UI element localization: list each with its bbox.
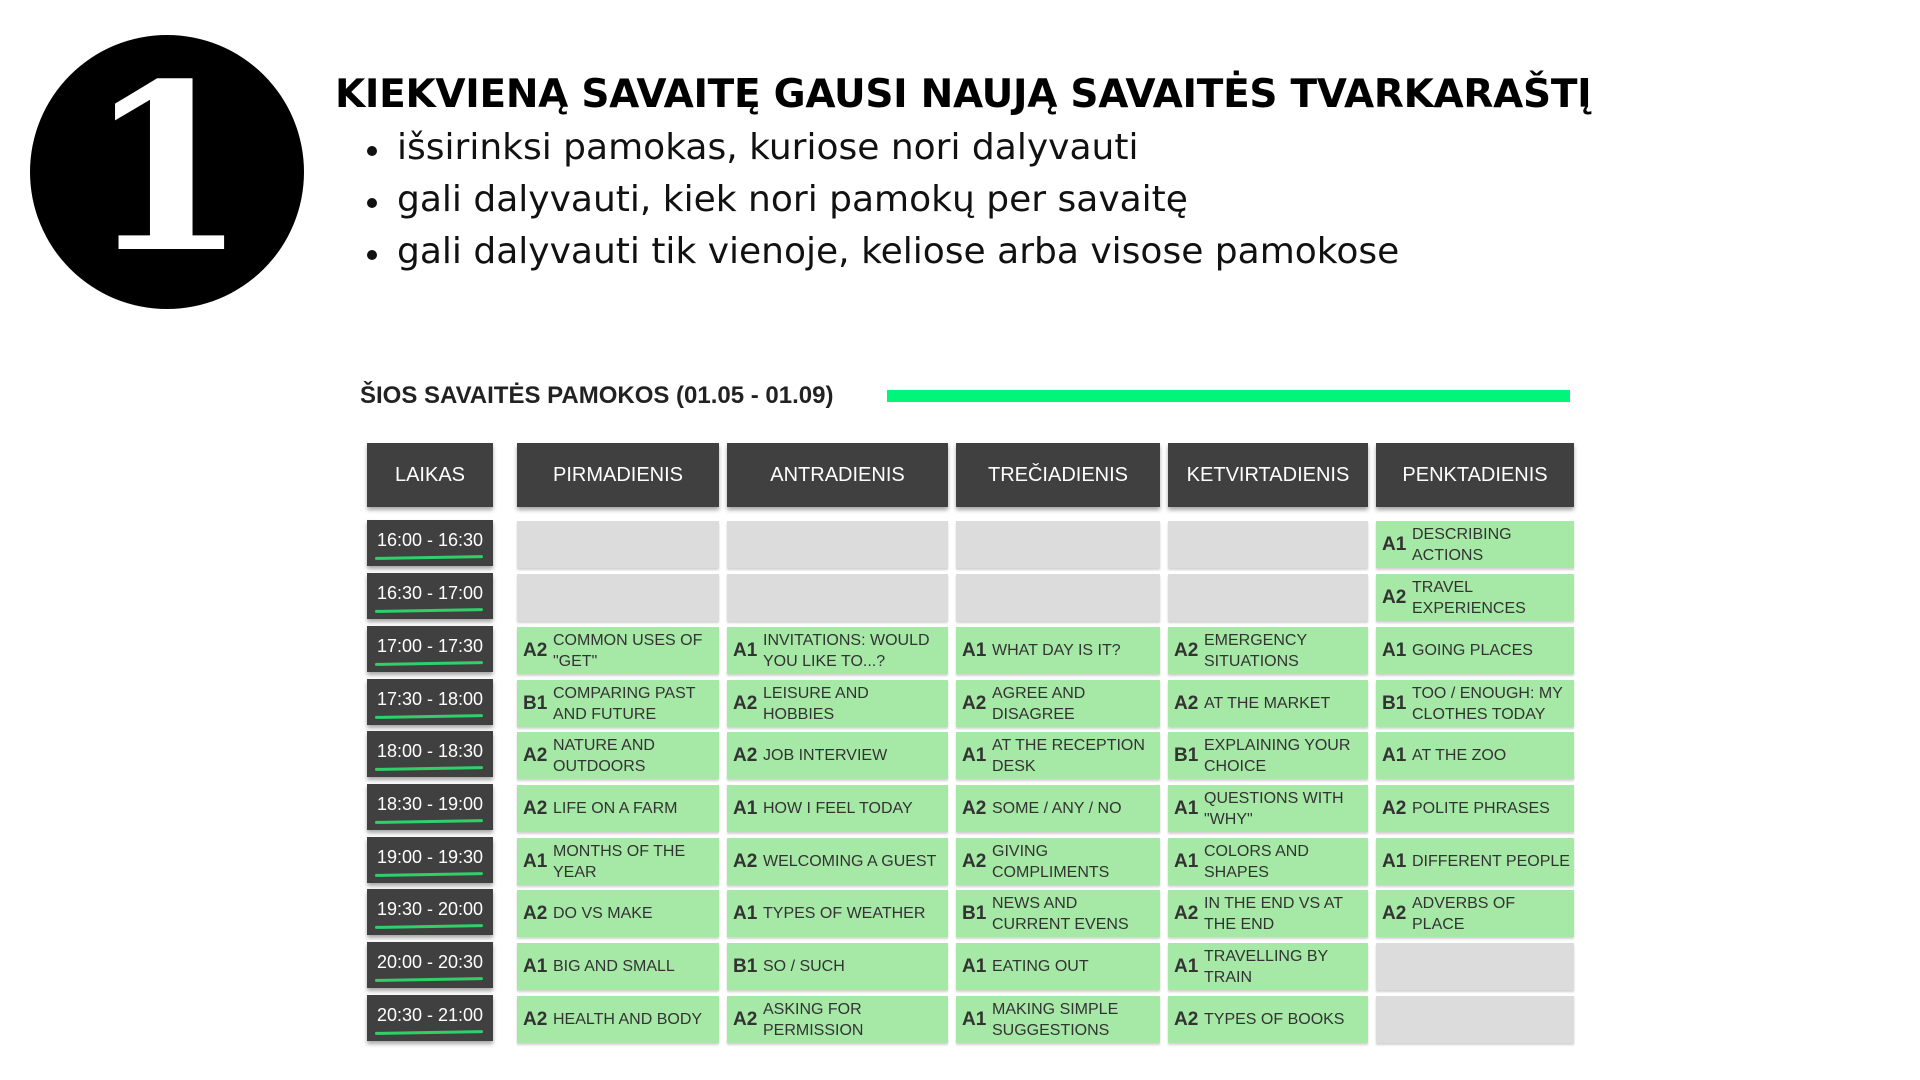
lesson-cell[interactable] xyxy=(1168,943,1368,990)
time-slot-underline xyxy=(375,977,483,982)
time-slot-label: 17:30 - 18:00 xyxy=(376,688,484,709)
lesson-title: LIFE ON A FARM xyxy=(553,800,678,817)
lesson-title: TOO / ENOUGH: MY CLOTHES TODAY xyxy=(1412,684,1563,723)
empty-slot xyxy=(727,521,948,568)
lesson-cell[interactable] xyxy=(956,838,1160,885)
lesson-level: A2 xyxy=(1382,797,1407,819)
lesson-title: WELCOMING A GUEST xyxy=(763,853,937,870)
lesson-title: COLORS AND SHAPES xyxy=(1204,842,1309,881)
benefit-item: išsirinksi pamokas, kuriose nori dalyvauti xyxy=(365,126,1399,178)
lesson-title: INVITATIONS: WOULD YOU LIKE TO...? xyxy=(763,631,930,670)
time-slot xyxy=(367,995,493,1041)
lesson-level: A2 xyxy=(962,692,987,714)
empty-slot xyxy=(727,574,948,621)
lesson-cell[interactable] xyxy=(956,732,1160,779)
lesson-level: A1 xyxy=(1382,744,1407,766)
lesson-level: A1 xyxy=(1382,850,1407,872)
lesson-title: SOME / ANY / NO xyxy=(992,800,1122,817)
lesson-level: A1 xyxy=(962,955,987,977)
lesson-title: TRAVEL EXPERIENCES xyxy=(1412,578,1526,617)
lesson-cell[interactable] xyxy=(1376,627,1574,674)
lesson-cell[interactable] xyxy=(1376,574,1574,621)
lesson-cell[interactable] xyxy=(517,680,719,727)
time-slot xyxy=(367,784,493,830)
day-header: PIRMADIENIS xyxy=(517,443,719,507)
lesson-cell[interactable] xyxy=(1376,890,1574,937)
lesson-level: B1 xyxy=(1174,744,1199,766)
time-slot-label: 16:30 - 17:00 xyxy=(376,582,484,603)
lesson-cell[interactable] xyxy=(727,890,948,937)
lesson-title: EATING OUT xyxy=(992,958,1089,975)
lesson-cell[interactable] xyxy=(517,890,719,937)
time-slot xyxy=(367,573,493,619)
lesson-level: A1 xyxy=(1382,639,1407,661)
lesson-level: B1 xyxy=(1382,692,1407,714)
lesson-level: A2 xyxy=(733,692,758,714)
time-slot-label: 17:00 - 17:30 xyxy=(376,635,484,656)
lesson-cell[interactable] xyxy=(1168,627,1368,674)
lesson-title: HEALTH AND BODY xyxy=(553,1011,703,1028)
lesson-cell[interactable] xyxy=(1376,785,1574,832)
lesson-cell[interactable] xyxy=(517,838,719,885)
lesson-title: MAKING SIMPLE SUGGESTIONS xyxy=(992,1000,1119,1039)
lesson-title: EMERGENCY SITUATIONS xyxy=(1204,631,1307,670)
time-slot-underline xyxy=(375,924,483,929)
lesson-title: IN THE END VS AT THE END xyxy=(1204,894,1343,933)
day-header: TREČIADIENIS xyxy=(956,443,1160,507)
lesson-cell[interactable] xyxy=(956,890,1160,937)
lesson-title: ADVERBS OF PLACE xyxy=(1412,894,1516,933)
time-slot-label: 19:30 - 20:00 xyxy=(376,898,484,919)
lesson-title: AT THE MARKET xyxy=(1204,695,1331,712)
lesson-cell[interactable] xyxy=(1376,838,1574,885)
lesson-cell[interactable] xyxy=(956,996,1160,1043)
lesson-cell[interactable] xyxy=(956,627,1160,674)
lesson-level: A2 xyxy=(523,639,548,661)
empty-slot xyxy=(517,574,719,621)
lesson-title: TRAVELLING BY TRAIN xyxy=(1204,947,1328,986)
time-column-header: LAIKAS xyxy=(367,443,493,507)
lesson-level: A2 xyxy=(1174,692,1199,714)
empty-slot xyxy=(956,574,1160,621)
lesson-title: DO VS MAKE xyxy=(553,905,653,922)
lesson-level: A1 xyxy=(733,639,758,661)
lesson-cell[interactable] xyxy=(727,732,948,779)
lesson-cell[interactable] xyxy=(517,996,719,1043)
lesson-level: A2 xyxy=(523,902,548,924)
lesson-level: A2 xyxy=(1174,902,1199,924)
day-header: KETVIRTADIENIS xyxy=(1168,443,1368,507)
time-slot-label: 20:30 - 21:00 xyxy=(376,1004,484,1025)
benefit-list xyxy=(365,126,1399,282)
lesson-title: EXPLAINING YOUR CHOICE xyxy=(1204,736,1351,775)
lesson-level: A2 xyxy=(1382,902,1407,924)
lesson-level: A1 xyxy=(962,744,987,766)
lesson-level: A1 xyxy=(1382,533,1407,555)
time-slot xyxy=(367,626,493,672)
lesson-title: DESCRIBING ACTIONS xyxy=(1412,525,1512,564)
lesson-cell[interactable] xyxy=(517,627,719,674)
title-accent-line xyxy=(887,390,1570,402)
time-slot-underline xyxy=(375,819,483,824)
lesson-level: A1 xyxy=(733,902,758,924)
headline: KIEKVIENĄ SAVAITĘ GAUSI NAUJĄ SAVAITĖS TVARKARAŠTĮ xyxy=(335,72,1592,117)
lesson-cell[interactable] xyxy=(517,732,719,779)
benefit-item: gali dalyvauti, kiek nori pamokų per savaitę xyxy=(365,178,1399,230)
lesson-cell[interactable] xyxy=(517,943,719,990)
time-slot-underline xyxy=(375,555,483,560)
lesson-cell[interactable] xyxy=(727,996,948,1043)
lesson-level: B1 xyxy=(962,902,987,924)
lesson-cell[interactable] xyxy=(1376,521,1574,568)
lesson-title: BIG AND SMALL xyxy=(553,958,675,975)
lesson-level: A1 xyxy=(733,797,758,819)
lesson-title: SO / SUCH xyxy=(763,958,845,975)
time-slot-underline xyxy=(375,872,483,877)
step-number-badge xyxy=(30,35,304,309)
day-header: PENKTADIENIS xyxy=(1376,443,1574,507)
time-slot xyxy=(367,837,493,883)
time-slot-label: 18:00 - 18:30 xyxy=(376,740,484,761)
step-number: 1 xyxy=(86,34,248,304)
lesson-cell[interactable] xyxy=(727,627,948,674)
lesson-level: A1 xyxy=(962,1008,987,1030)
lesson-title: GOING PLACES xyxy=(1412,642,1533,659)
lesson-level: A2 xyxy=(1174,1008,1199,1030)
lesson-cell[interactable] xyxy=(1376,680,1574,727)
lesson-level: A1 xyxy=(1174,955,1199,977)
lesson-title: TYPES OF WEATHER xyxy=(763,905,926,922)
time-slot-label: 20:00 - 20:30 xyxy=(376,951,484,972)
lesson-title: AT THE ZOO xyxy=(1412,747,1507,764)
lesson-level: A2 xyxy=(1174,639,1199,661)
day-header: ANTRADIENIS xyxy=(727,443,948,507)
empty-slot xyxy=(517,521,719,568)
empty-slot xyxy=(1168,521,1368,568)
lesson-level: B1 xyxy=(523,692,548,714)
time-slot xyxy=(367,731,493,777)
lesson-cell[interactable] xyxy=(1168,838,1368,885)
time-slot-underline xyxy=(375,766,483,771)
lesson-cell[interactable] xyxy=(1376,732,1574,779)
lesson-title: LEISURE AND HOBBIES xyxy=(763,684,869,723)
lesson-level: A1 xyxy=(1174,797,1199,819)
time-slot-underline xyxy=(375,608,483,613)
lesson-cell[interactable] xyxy=(1168,785,1368,832)
lesson-title: TYPES OF BOOKS xyxy=(1204,1011,1345,1028)
lesson-title: GIVING COMPLIMENTS xyxy=(992,842,1110,881)
lesson-level: A2 xyxy=(733,850,758,872)
time-slot xyxy=(367,889,493,935)
lesson-cell[interactable] xyxy=(956,785,1160,832)
lesson-level: A2 xyxy=(733,1008,758,1030)
benefit-item: gali dalyvauti tik vienoje, keliose arba visose pamokose xyxy=(365,230,1399,282)
lesson-level: A1 xyxy=(962,639,987,661)
schedule-title: ŠIOS SAVAITĖS PAMOKOS (01.05 - 01.09) xyxy=(360,382,834,409)
lesson-level: A1 xyxy=(1174,850,1199,872)
time-slot-label: 19:00 - 19:30 xyxy=(376,846,484,867)
lesson-cell[interactable] xyxy=(1168,680,1368,727)
lesson-level: A1 xyxy=(523,850,548,872)
time-slot-label: 16:00 - 16:30 xyxy=(376,529,484,550)
lesson-level: A2 xyxy=(523,744,548,766)
lesson-title: ASKING FOR PERMISSION xyxy=(763,1000,864,1039)
lesson-title: COMMON USES OF "GET" xyxy=(553,631,703,670)
empty-slot xyxy=(1376,943,1574,990)
lesson-level: A2 xyxy=(733,744,758,766)
lesson-title: NEWS AND CURRENT EVENS xyxy=(992,894,1129,933)
time-slot-underline xyxy=(375,714,483,719)
lesson-level: A2 xyxy=(962,797,987,819)
lesson-level: A1 xyxy=(523,955,548,977)
time-slot-underline xyxy=(375,1030,483,1035)
lesson-cell[interactable] xyxy=(1168,996,1368,1043)
time-slot xyxy=(367,520,493,566)
lesson-cell[interactable] xyxy=(1168,890,1368,937)
lesson-title: DIFFERENT PEOPLE xyxy=(1412,853,1570,870)
lesson-title: HOW I FEEL TODAY xyxy=(763,800,913,817)
lesson-title: WHAT DAY IS IT? xyxy=(992,642,1121,659)
lesson-title: AT THE RECEPTION DESK xyxy=(992,736,1145,775)
lesson-level: A2 xyxy=(523,797,548,819)
lesson-title: QUESTIONS WITH "WHY" xyxy=(1204,789,1344,828)
lesson-cell[interactable] xyxy=(956,943,1160,990)
lesson-title: NATURE AND OUTDOORS xyxy=(553,736,655,775)
lesson-title: COMPARING PAST AND FUTURE xyxy=(553,684,696,723)
empty-slot xyxy=(956,521,1160,568)
lesson-level: B1 xyxy=(733,955,758,977)
empty-slot xyxy=(1168,574,1368,621)
lesson-cell[interactable] xyxy=(727,838,948,885)
time-slot-label: 18:30 - 19:00 xyxy=(376,793,484,814)
lesson-title: MONTHS OF THE YEAR xyxy=(553,842,686,881)
lesson-cell[interactable] xyxy=(956,680,1160,727)
lesson-cell[interactable] xyxy=(727,785,948,832)
time-slot xyxy=(367,942,493,988)
lesson-cell[interactable] xyxy=(727,943,948,990)
lesson-level: A2 xyxy=(523,1008,548,1030)
time-slot-underline xyxy=(375,661,483,666)
empty-slot xyxy=(1376,996,1574,1043)
lesson-title: JOB INTERVIEW xyxy=(763,747,888,764)
lesson-title: AGREE AND DISAGREE xyxy=(992,684,1086,723)
lesson-cell[interactable] xyxy=(517,785,719,832)
lesson-cell[interactable] xyxy=(1168,732,1368,779)
lesson-title: POLITE PHRASES xyxy=(1412,800,1550,817)
lesson-level: A2 xyxy=(962,850,987,872)
lesson-level: A2 xyxy=(1382,586,1407,608)
lesson-cell[interactable] xyxy=(727,680,948,727)
time-slot xyxy=(367,679,493,725)
